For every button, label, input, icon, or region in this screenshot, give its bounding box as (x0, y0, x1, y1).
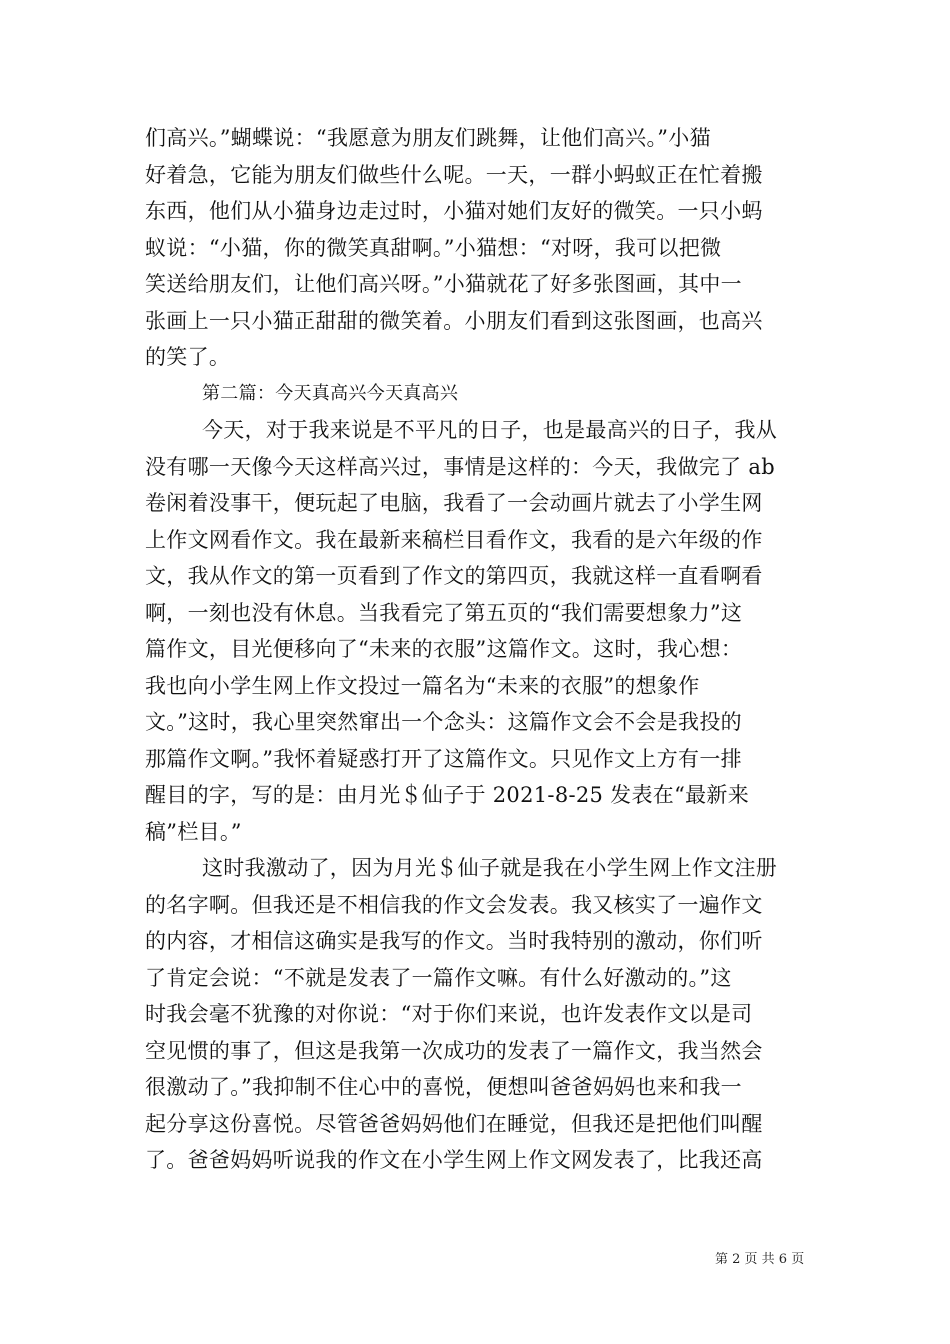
text-line: 起分享这份喜悦。尽管爸爸妈妈他们在睡觉，但我还是把他们叫醒 (145, 1111, 763, 1136)
text-line: 的内容，才相信这确实是我写的作文。当时我特别的激动，你们听 (145, 929, 763, 953)
text-line: 了。爸爸妈妈听说我的作文在小学生网上作文网发表了，比我还高 (145, 1148, 763, 1172)
text-line: 很激动了。”我抑制不住心中的喜悦，便想叫爸爸妈妈也来和我一 (145, 1075, 742, 1099)
document-body (145, 120, 805, 1179)
text-line: 篇作文，目光便移向了“未来的衣服”这篇作文。这时，我心想： (145, 637, 743, 661)
text-line: 的笑了。 (145, 345, 231, 369)
text-line: 我也向小学生网上作文投过一篇名为“未来的衣服”的想象作 (145, 673, 700, 698)
text-line: 醒目的字，写的是：由月光＄仙子于 2021-8-25 发表在“最新来 (145, 783, 750, 807)
text-line: 笑送给朋友们，让他们高兴呀。”小猫就花了好多张图画，其中一 (145, 272, 742, 296)
text-line: 们高兴。”蝴蝶说：“我愿意为朋友们跳舞，让他们高兴。”小猫 (145, 126, 711, 150)
text-line: 空见惯的事了，但这是我第一次成功的发表了一篇作文，我当然会 (145, 1038, 763, 1063)
section-heading: 第二篇：今天真高兴今天真高兴 (202, 382, 459, 404)
text-line: 的名字啊。但我还是不相信我的作文会发表。我又核实了一遍作文 (145, 892, 763, 917)
text-line: 好着急，它能为朋友们做些什么呢。一天，一群小蚂蚁正在忙着搬 (145, 162, 763, 187)
text-line: 蚁说：“小猫，你的微笑真甜啊。”小猫想：“对呀，我可以把微 (145, 235, 722, 260)
text-line: 稿”栏目。” (145, 819, 242, 844)
text-line: 卷闲着没事干，便玩起了电脑，我看了一会动画片就去了小学生网 (145, 491, 763, 515)
text-line: 没有哪一天像今天这样高兴过，事情是这样的：今天，我做完了 ab (145, 454, 775, 479)
page-number: 第 2 页 共 6 页 (715, 1252, 805, 1267)
text-line: 文。”这时，我心里突然窜出一个念头：这篇作文会不会是我投的 (145, 710, 742, 734)
text-line: 那篇作文啊。”我怀着疑惑打开了这篇作文。只见作文上方有一排 (145, 746, 742, 771)
text-line: 东西，他们从小猫身边走过时，小猫对她们友好的微笑。一只小蚂 (145, 199, 763, 223)
text-line: 文，我从作文的第一页看到了作文的第四页，我就这样一直看啊看 (145, 564, 763, 588)
text-line: 上作文网看作文。我在最新来稿栏目看作文，我看的是六年级的作 (145, 527, 763, 552)
text-line: 时我会毫不犹豫的对你说：“对于你们来说，也许发表作文以是司 (145, 1002, 753, 1026)
text-line: 啊，一刻也没有休息。当我看完了第五页的“我们需要想象力”这 (145, 600, 743, 625)
paragraph-first-line: 这时我激动了，因为月光＄仙子就是我在小学生网上作文注册 (202, 856, 778, 880)
text-line: 了肯定会说：“不就是发表了一篇作文嘛。有什么好激动的。”这 (145, 965, 732, 990)
text-line: 张画上一只小猫正甜甜的微笑着。小朋友们看到这张图画，也高兴 (145, 308, 763, 333)
paragraph-first-line: 今天，对于我来说是不平凡的日子，也是最高兴的日子，我从 (202, 418, 778, 442)
